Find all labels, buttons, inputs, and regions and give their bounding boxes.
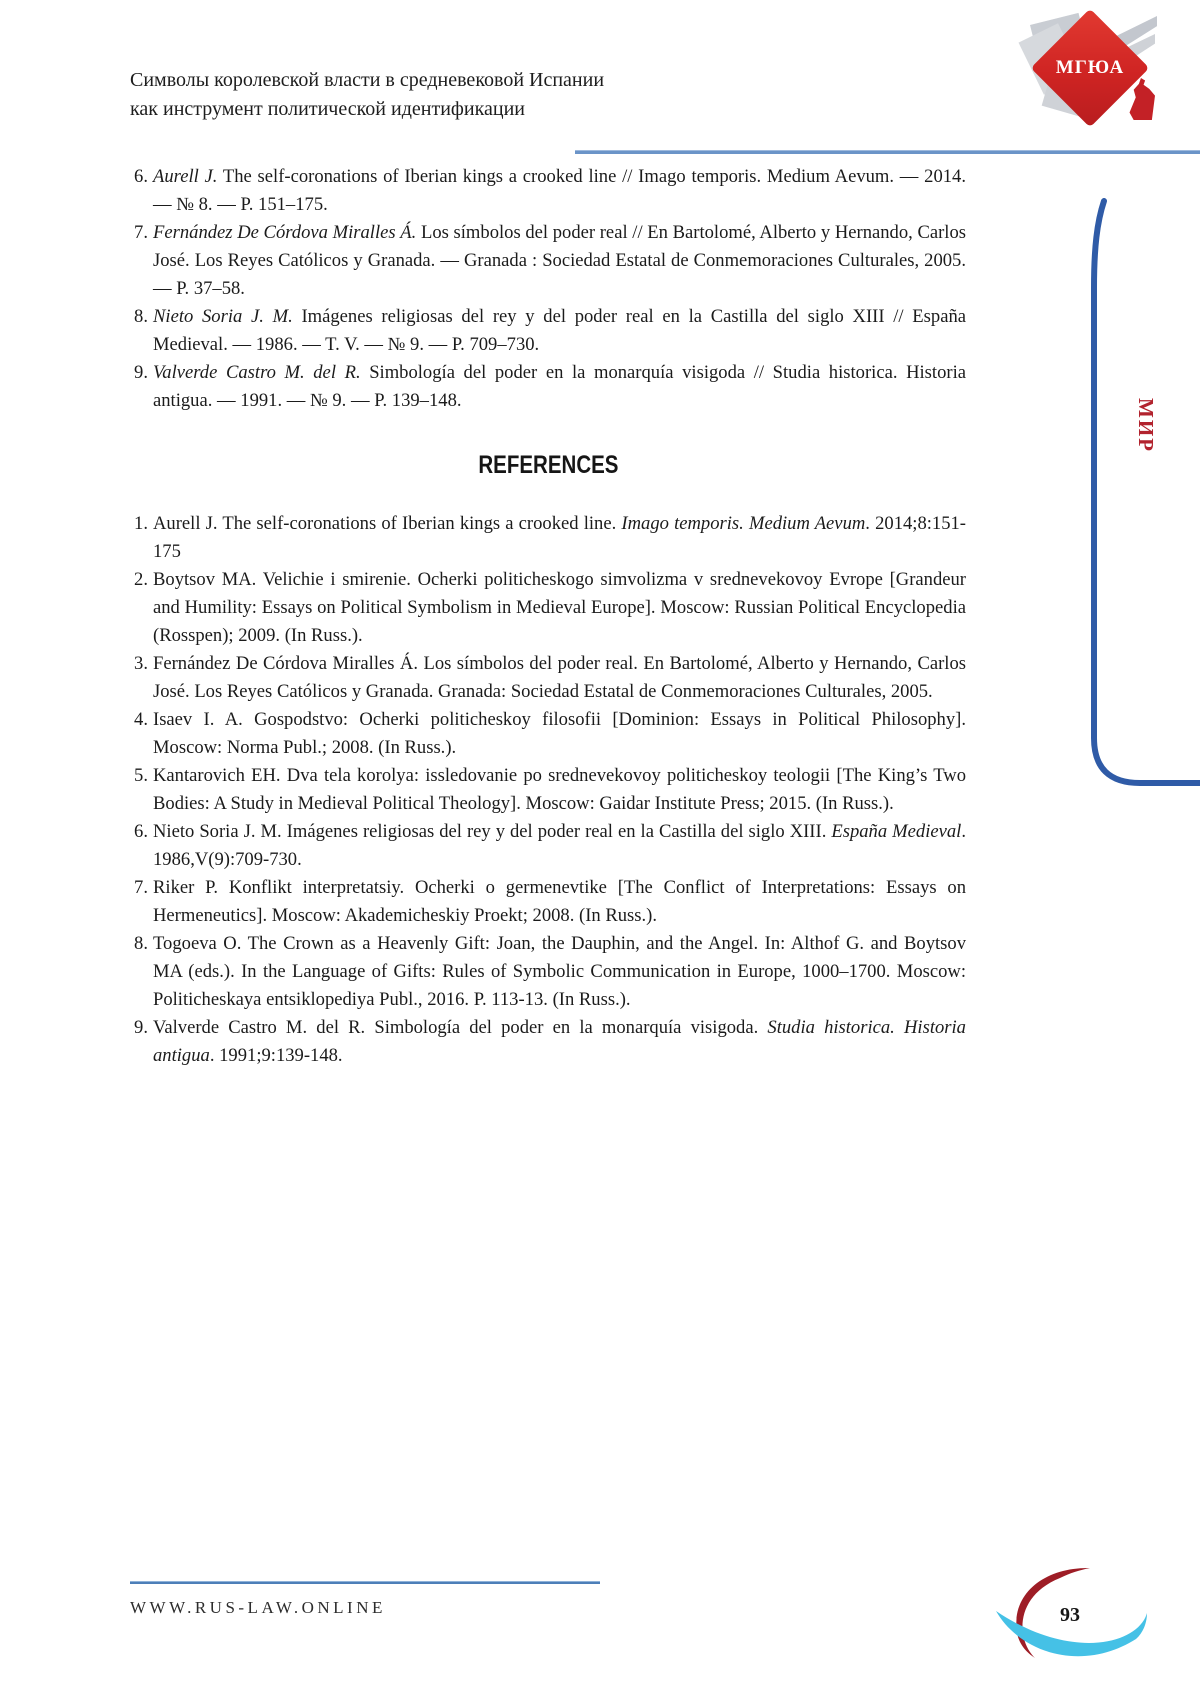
reference-number: 7. <box>134 877 148 898</box>
reference-italic-text: España Medieval <box>831 821 962 842</box>
reference-item <box>130 566 966 650</box>
reference-number: 6. <box>134 166 148 187</box>
reference-item <box>130 163 966 219</box>
journal-section-label: МИР <box>1134 398 1158 453</box>
reference-text: Fernández De Córdova Miralles Á. Los símbolos del poder real. En Bartolomé, Alberto y Hernando, Carlos José. Los Reyes Católicos y Granada. Granada: Sociedad Estatal de Conmemoraciones Culturales, 2005. <box>153 653 966 702</box>
reference-text: Imágenes religiosas del rey y del poder real en la Castilla del siglo XIII // España Medieval. — 1986. — T. V. — № 9. — P. 709–730. <box>153 306 966 355</box>
logo-text: МГЮА <box>1055 57 1125 78</box>
reference-text: . 1991;9:139-148. <box>209 1045 343 1066</box>
reference-text: Valverde Castro M. del R. Simbología del poder en la monarquía visigoda. <box>153 1017 768 1038</box>
reference-italic-text: Studia historica. Historia antigua <box>153 1017 966 1066</box>
reference-text: Los símbolos del poder real // En Bartolomé, Alberto y Hernando, Carlos José. Los Reyes Católicos y Granada. — Granada : Sociedad Estatal de Conmemoraciones Culturales, 2005. — P. 37–58. <box>153 222 966 299</box>
reference-italic-text: Fernández De Córdova Miralles Á. <box>153 222 417 243</box>
reference-text: Aurell J. The self-coronations of Iberian kings a crooked line. <box>153 513 622 534</box>
reference-number: 9. <box>134 362 148 383</box>
reference-text: Togoeva O. The Crown as a Heavenly Gift: Joan, the Dauphin, and the Angel. In: Althof G. and Boytsov MA (eds.). In the Language of Gifts: Rules of Symbolic Communication in Europe, 1000–1700. Moscow: Politicheskaya entsiklopediya Publ., 2016. P. 113-13. (In Russ.). <box>153 933 966 1010</box>
reference-item <box>130 1014 966 1070</box>
reference-item <box>130 930 966 1014</box>
article-title-line2: как инструмент политической идентификации <box>130 98 525 120</box>
reference-number: 1. <box>134 513 148 534</box>
reference-number: 8. <box>134 306 148 327</box>
reference-item <box>130 874 966 930</box>
reference-text: . 1986,V(9):709-730. <box>153 821 966 870</box>
main-content <box>130 163 966 1070</box>
reference-text: . 2014;8:151-175 <box>153 513 966 562</box>
reference-number: 4. <box>134 709 148 730</box>
reference-item <box>130 510 966 566</box>
reference-italic-text: Aurell J. <box>153 166 218 187</box>
reference-item <box>130 706 966 762</box>
references-list <box>130 510 966 1070</box>
reference-item <box>130 359 966 415</box>
footer-divider <box>130 1581 600 1584</box>
header-divider <box>575 150 1200 154</box>
reference-item <box>130 818 966 874</box>
reference-text: Nieto Soria J. M. Imágenes religiosas del rey y del poder real en la Castilla del siglo XIII. <box>153 821 832 842</box>
references-heading: REFERENCES <box>477 451 619 479</box>
reference-number: 5. <box>134 765 148 786</box>
reference-text: Isaev I. A. Gospodstvo: Ocherki politicheskoy filosofii [Dominion: Essays in Political Philosophy]. Moscow: Norma Publ.; 2008. (In Russ.). <box>153 709 966 758</box>
reference-item <box>130 650 966 706</box>
reference-number: 6. <box>134 821 148 842</box>
website-url: WWW.RUS-LAW.ONLINE <box>130 1598 386 1617</box>
reference-text: Simbología del poder en la monarquía visigoda // Studia historica. Historia antigua. — 1991. — № 9. — P. 139–148. <box>153 362 966 411</box>
reference-text: Boytsov MA. Velichie i smirenie. Ocherki politicheskogo simvolizma v srednevekovoy Evrope [Grandeur and Humility: Essays on Political Symbolism in Medieval Europe]. Moscow: Russian Political Encyclopedia (Rosspen); 2009. (In Russ.). <box>153 569 966 646</box>
university-logo <box>1025 14 1160 132</box>
bibliography-list <box>130 163 966 415</box>
reference-text: Riker P. Konflikt interpretatsiy. Ocherki o germenevtike [The Conflict of Interpretations: Essays on Hermeneutics]. Moscow: Akademicheskiy Proekt; 2008. (In Russ.). <box>153 877 966 926</box>
reference-item <box>130 303 966 359</box>
article-title-line1: Символы королевской власти в средневековой Испании <box>130 69 605 91</box>
reference-italic-text: Nieto Soria J. M. <box>153 306 293 327</box>
reference-number: 3. <box>134 653 148 674</box>
reference-italic-text: Valverde Castro M. del R. <box>153 362 361 383</box>
reference-text: Kantarovich EH. Dva tela korolya: issledovanie po srednevekovoy politicheskoy teologii [The King’s Two Bodies: A Study in Medieval Political Theology]. Moscow: Gaidar Institute Press; 2015. (In Russ.). <box>153 765 966 814</box>
reference-number: 8. <box>134 933 148 954</box>
article-title <box>130 66 770 124</box>
reference-italic-text: Imago temporis. Medium Aevum <box>621 513 866 534</box>
page-number: 93 <box>1060 1604 1080 1626</box>
references-heading-wrap <box>130 451 966 480</box>
reference-number: 9. <box>134 1017 148 1038</box>
reference-number: 7. <box>134 222 148 243</box>
sidebar-bracket <box>1080 198 1200 798</box>
reference-number: 2. <box>134 569 148 590</box>
reference-item <box>130 762 966 818</box>
reference-text: The self-coronations of Iberian kings a crooked line // Imago temporis. Medium Aevum. — 2014. — № 8. — P. 151–175. <box>153 166 966 215</box>
reference-item <box>130 219 966 303</box>
